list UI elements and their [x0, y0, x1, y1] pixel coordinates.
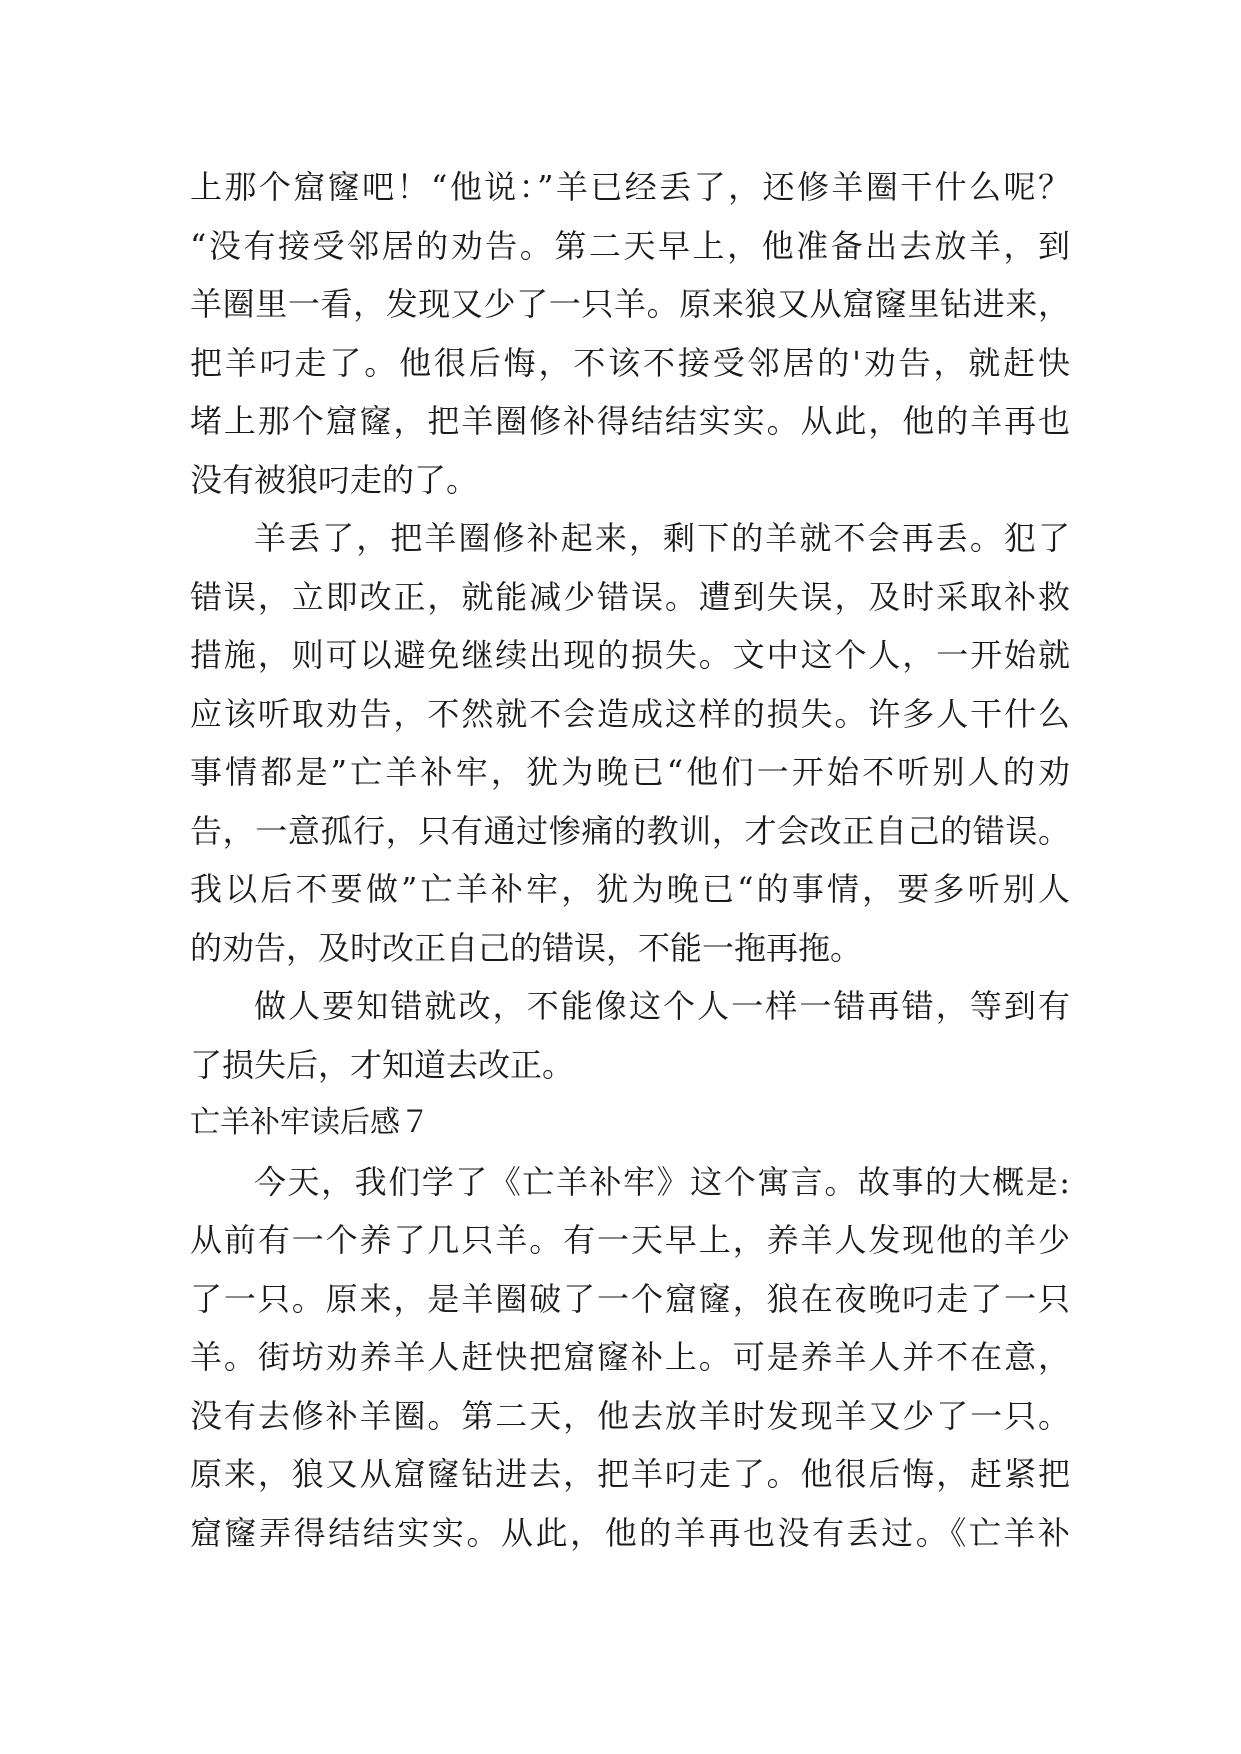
text-line: 羊圈里一看，发现又少了一只羊。原来狼又从窟窿里钻进来， — [190, 285, 1070, 323]
text-line: 应该听取劝告，不然就不会造成这样的损失。许多人干什么 — [190, 694, 1070, 733]
text-line: 错误，立即改正，就能减少错误。遭到失误，及时采取补救 — [190, 577, 1070, 616]
text-line: “没有接受邻居的劝告。第二天早上，他准备出去放羊，到 — [190, 226, 1070, 265]
text-line: 今天，我们学了《亡羊补牢》这个寓言。故事的大概是: — [254, 1162, 1070, 1201]
text-line: 了损失后，才知道去改正。 — [190, 1045, 575, 1084]
text-line: 措施，则可以避免继续出现的损失。文中这个人，一开始就 — [190, 636, 1070, 674]
text-line: 事情都是”亡羊补牢，犹为晚已“他们一开始不听别人的劝 — [190, 753, 1070, 791]
text-line: 没有被狼叼走的了。 — [190, 460, 479, 499]
text-line: 窟窿弄得结结实实。从此，他的羊再也没有丢过。《亡羊补 — [190, 1513, 1070, 1552]
text-line: 的劝告，及时改正自己的错误，不能一拖再拖。 — [190, 928, 863, 967]
text-line: 我以后不要做”亡羊补牢，犹为晚已“的事情，要多听别人 — [190, 870, 1070, 908]
paragraph — [190, 977, 1070, 1094]
text-line: 没有去修补羊圈。第二天，他去放羊时发现羊又少了一只。 — [190, 1396, 1070, 1435]
text-line: 从前有一个养了几只羊。有一天早上，养羊人发现他的羊少 — [190, 1221, 1070, 1259]
paragraph — [190, 1153, 1070, 1563]
document-body — [190, 158, 1070, 1562]
text-line: 了一只。原来，是羊圈破了一个窟窿，狼在夜晚叼走了一只 — [190, 1279, 1070, 1318]
text-line: 上那个窟窿吧！“他说：”羊已经丢了，还修羊圈干什么呢？ — [190, 168, 1070, 206]
text-line: 做人要知错就改，不能像这个人一样一错再错，等到有 — [254, 987, 1070, 1025]
text-line: 羊。街坊劝养羊人赶快把窟窿补上。可是养羊人并不在意， — [190, 1338, 1070, 1376]
text-line: 把羊叼走了。他很后悔，不该不接受邻居的'劝告，就赶快 — [190, 343, 1070, 382]
section-heading: 亡羊补牢读后感７ — [190, 1105, 430, 1140]
text-line: 告，一意孤行，只有通过惨痛的教训，才会改正自己的错误。 — [190, 811, 1070, 850]
text-line: 羊丢了，把羊圈修补起来，剩下的羊就不会再丢。犯了 — [254, 519, 1070, 557]
paragraph — [190, 158, 1070, 509]
paragraph — [190, 509, 1070, 977]
text-line: 堵上那个窟窿，把羊圈修补得结结实实。从此，他的羊再也 — [190, 402, 1070, 440]
text-line: 原来，狼又从窟窿钻进去，把羊叼走了。他很后悔，赶紧把 — [190, 1455, 1070, 1493]
